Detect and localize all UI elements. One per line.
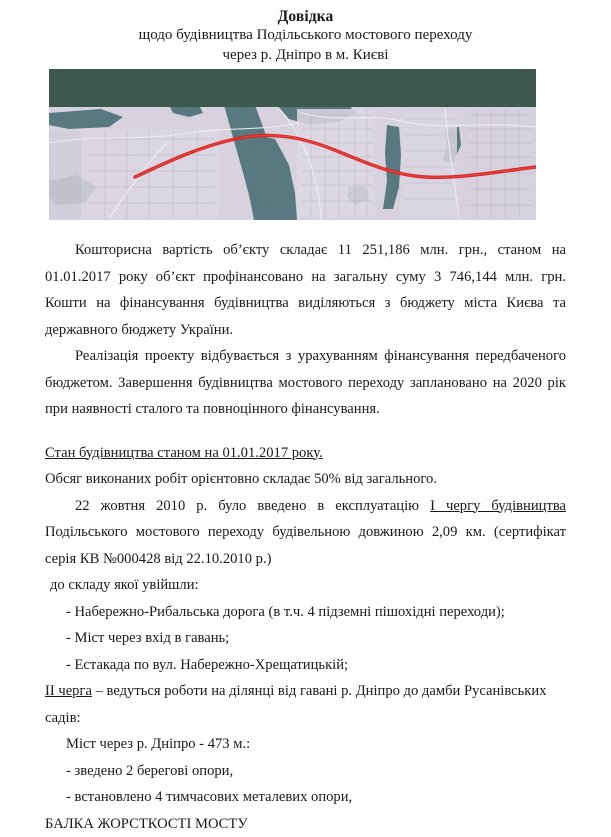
figure-banner [49, 69, 536, 107]
satellite-map-figure [49, 69, 536, 220]
line-work-volume: Обсяг виконаних робіт орієнтовно складає 50% від загального. [45, 466, 566, 493]
line-bridge-length: Міст через р. Дніпро - 473 м.: [45, 731, 566, 758]
line-footer-beam: БАЛКА ЖОРСТКОСТІ МОСТУ [45, 811, 566, 837]
list-item: - Набережно-Рибальська дорога (в т.ч. 4 підземні пішохідні переходи); [45, 599, 566, 626]
document-body [0, 220, 611, 837]
stage-two-rest: – ведуться роботи на ділянці від гавані р. Дніпро до дамби Русанівських садів: [45, 683, 547, 726]
paragraph-implementation: Реалізація проекту відбувається з урахуванням фінансування передбаченого бюджетом. Завершення будівництва мостового переходу заплановано на 2020 рік при наявності сталого та повноцінного фінансування. [45, 343, 566, 423]
stage-one-underlined: І чергу будівництва [430, 498, 566, 514]
list-item: - Міст через вхід в гавань; [45, 625, 566, 652]
stage-one-post: Подільського мостового переходу будівельною довжиною 2,09 км. (сертифікат серія КВ №000428 від 22.10.2010 р.) [45, 524, 566, 567]
title-block [0, 0, 611, 65]
line-stage-one-intro: до складу якої увійшли: [45, 572, 566, 599]
spacer [45, 220, 566, 237]
page-title: Довідка [0, 7, 611, 26]
paragraph-stage-one [45, 493, 566, 573]
paragraph-stage-two [45, 678, 566, 731]
page-subtitle-line-2: через р. Дніпро в м. Києві [0, 46, 611, 66]
paragraph-cost: Кошторисна вартість об’єкту складає 11 251,186 млн. грн., станом на 01.01.2017 року об’єкт профінансовано на загальну суму 3 746,144 млн. грн. Кошти на фінансування будівництва виділяються з бюджету міста Києва та державного бюджету України. [45, 237, 566, 343]
list-item: - Естакада по вул. Набережно-Хрещатицькій; [45, 652, 566, 679]
section-heading-status [45, 440, 566, 467]
list-item: - встановлено 4 тимчасових металевих опори, [45, 784, 566, 811]
section-heading-underlined: Стан будівництва станом на 01.01.2017 року. [45, 445, 323, 461]
list-item: - зведено 2 берегові опори, [45, 758, 566, 785]
stage-one-pre: 22 жовтня 2010 р. було введено в експлуатацію [75, 498, 430, 514]
stage-two-underlined: ІІ черга [45, 683, 92, 699]
page-subtitle-line-1: щодо будівництва Подільського мостового переходу [0, 26, 611, 46]
spacer [45, 423, 566, 440]
